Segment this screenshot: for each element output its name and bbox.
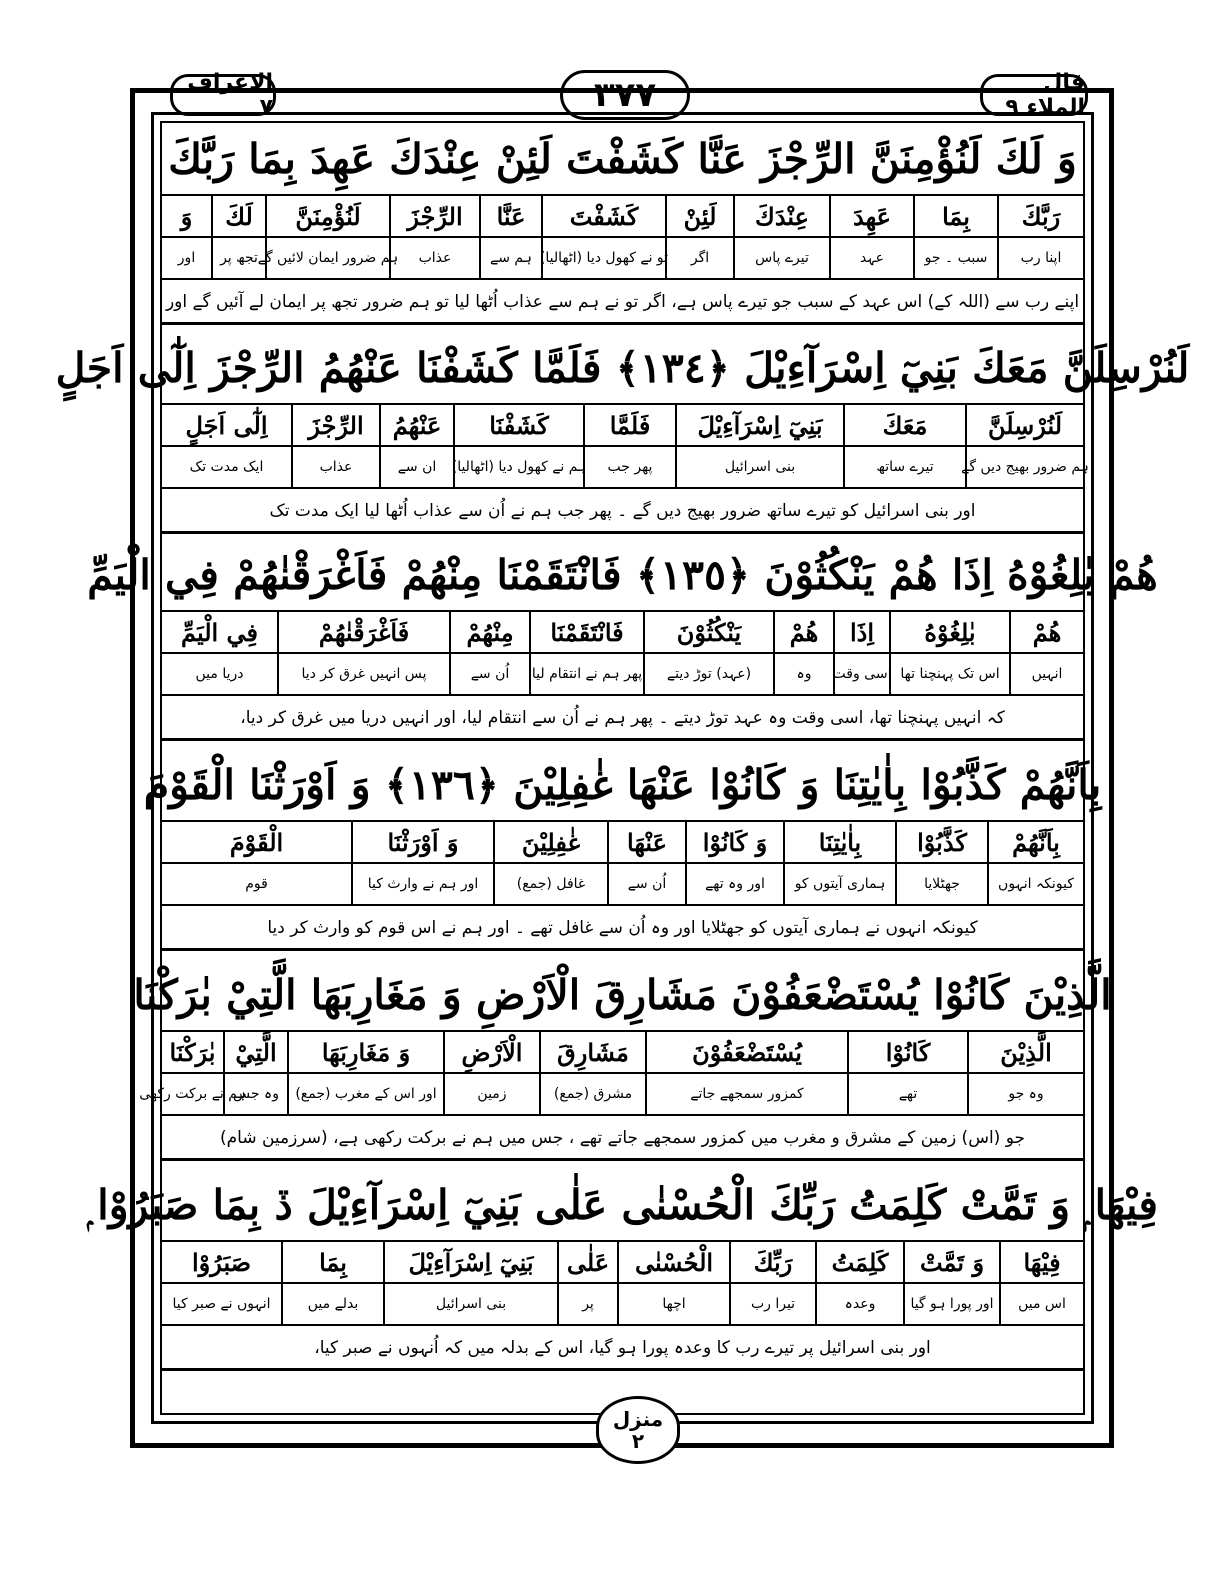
urdu-meaning-cell: دریا میں: [195, 666, 244, 682]
urdu-translation-line: کیونکہ انہوں نے ہماری آیتوں کو جھٹلایا اور وہ اُن سے غافل تھے ۔ اور ہم نے اس قوم کو وارث کر دیا: [162, 906, 1083, 951]
urdu-translation-line: اور بنی اسرائیل کو تیرے ساتھ ضرور بھیج دیں گے ۔ پھر جب ہم نے اُن سے عذاب اُٹھا لیا ایک مدت تک: [162, 489, 1083, 534]
arabic-word-cell: عَلٰى: [557, 1242, 617, 1282]
urdu-meaning-cell: تو نے کھول دیا (اٹھالیا): [541, 238, 665, 278]
arabic-word-cell: بٰلِغُوْهُ: [889, 612, 1009, 652]
urdu-meaning-cell: وہ جو: [967, 1074, 1083, 1114]
arabic-word-cell: فِي الْيَمِّ: [180, 617, 259, 647]
arabic-word-cell: غٰفِلِيْنَ: [493, 822, 607, 862]
arabic-word-cell: لَنُؤْمِنَنَّ: [265, 196, 389, 236]
arabic-word-cell: بِمَا: [913, 196, 997, 236]
arabic-word-cell: عَنْهَا: [607, 822, 685, 862]
arabic-word-cell: كَشَفْتَ: [541, 196, 665, 236]
urdu-meaning-cell: انہوں نے صبر کیا: [172, 1296, 271, 1312]
manzil-label: منزل: [612, 1407, 664, 1431]
arabic-word-cell: وَ: [180, 201, 193, 231]
urdu-meaning-cell: وعدہ: [815, 1284, 903, 1324]
urdu-meaning-cell: عذاب: [389, 238, 479, 278]
urdu-meaning-cell: جھٹلایا: [895, 864, 987, 904]
arabic-verse-line: بِاَنَّهُمْ كَذَّبُوْا بِاٰيٰتِنَا وَ كَانُوْا عَنْهَا غٰفِلِيْنَ ﴿١٣٦﴾ وَ اَوْرَثْنَا الْقَوْمَ: [162, 750, 1083, 822]
urdu-translation-line: کہ انہیں پہنچنا تھا، اسی وقت وہ عہد توڑ دیتے ۔ پھر ہم نے اُن سے انتقام لیا، اور انہیں دریا میں غرق کر دیا،: [162, 696, 1083, 741]
urdu-meaning-cell: بنی اسرائیل: [675, 447, 843, 487]
arabic-word-cell: بٰرَكْنَا: [169, 1037, 216, 1067]
urdu-meaning-cell: غافل (جمع): [493, 864, 607, 904]
urdu-meaning-cell: ہماری آیتوں کو: [783, 864, 895, 904]
word-row: [162, 405, 1083, 447]
meaning-row: [162, 1284, 1083, 1326]
arabic-word-cell: وَ تَمَّتْ: [903, 1242, 999, 1282]
urdu-meaning-cell: عہد: [829, 238, 913, 278]
arabic-word-cell: صَبَرُوْا: [191, 1247, 252, 1277]
urdu-meaning-cell: اچھا: [617, 1284, 729, 1324]
urdu-meaning-cell: (عہد) توڑ دیتے: [643, 654, 773, 694]
juz-name-label: قال الملاء ٩: [980, 74, 1088, 116]
urdu-translation-line: جو (اس) زمین کے مشرق و مغرب میں کمزور سمجھے جاتے تھے ، جس میں ہم نے برکت رکھی ہے، (سرزمین شام): [162, 1116, 1083, 1161]
urdu-meaning-cell: اس تک پہنچنا تھا: [889, 654, 1009, 694]
arabic-word-cell: لَئِنْ: [665, 196, 733, 236]
arabic-word-cell: مَشَارِقَ: [539, 1032, 645, 1072]
arabic-word-cell: هُمْ: [773, 612, 833, 652]
urdu-meaning-cell: پھر جب: [583, 447, 675, 487]
arabic-word-cell: الرِّجْزَ: [291, 405, 379, 445]
arabic-verse-line: فِيْهَا ۭ وَ تَمَّتْ كَلِمَتُ رَبِّكَ الْحُسْنٰى عَلٰى بَنِيٓ اِسْرَآءِيْلَ ڏ بِمَا صَبَرُوْا ۭ: [162, 1170, 1083, 1242]
urdu-meaning-cell: مشرق (جمع): [539, 1074, 645, 1114]
urdu-meaning-cell: بنی اسرائیل: [383, 1284, 557, 1324]
word-row: [162, 1242, 1083, 1284]
meaning-row: [162, 654, 1083, 696]
manzil-medallion: [596, 1396, 680, 1464]
arabic-word-cell: كَذَّبُوْا: [895, 822, 987, 862]
arabic-word-cell: الَّذِيْنَ: [967, 1032, 1083, 1072]
arabic-word-cell: بِاَنَّهُمْ: [987, 822, 1083, 862]
arabic-word-cell: بِمَا: [281, 1242, 383, 1282]
arabic-word-cell: عَنَّا: [479, 196, 541, 236]
arabic-word-cell: بَنِيٓ اِسْرَآءِيْلَ: [383, 1242, 557, 1282]
verse-block: [133, 960, 1112, 1166]
urdu-meaning-cell: اپنا رب: [997, 238, 1083, 278]
arabic-word-cell: اِذَا: [833, 612, 889, 652]
verse-block: [55, 333, 1190, 539]
urdu-meaning-cell: پر: [557, 1284, 617, 1324]
urdu-meaning-cell: اور پورا ہو گیا: [903, 1284, 999, 1324]
urdu-meaning-cell: ہم نے برکت رکھی: [139, 1086, 246, 1102]
verse-block: [87, 540, 1158, 746]
arabic-word-cell: بَنِيٓ اِسْرَآءِيْلَ: [675, 405, 843, 445]
urdu-meaning-cell: اور وہ تھے: [685, 864, 783, 904]
verse-block: [143, 750, 1102, 956]
urdu-meaning-cell: وہ: [773, 654, 833, 694]
urdu-meaning-cell: پھر ہم نے انتقام لیا: [529, 654, 643, 694]
meaning-row: [162, 447, 1089, 489]
urdu-meaning-cell: وہ جس: [223, 1074, 287, 1114]
arabic-word-cell: فَانْتَقَمْنَا: [529, 612, 643, 652]
urdu-meaning-cell: زمین: [443, 1074, 539, 1114]
arabic-word-cell: الرِّجْزَ: [389, 196, 479, 236]
arabic-word-cell: الْحُسْنٰى: [617, 1242, 729, 1282]
arabic-word-cell: كَلِمَتُ: [815, 1242, 903, 1282]
urdu-meaning-cell: ایک مدت تک: [189, 459, 264, 475]
arabic-verse-line: وَ لَكَ لَنُؤْمِنَنَّ الرِّجْزَ عَنَّا كَشَفْتَ لَئِنْ عِنْدَكَ عَهِدَ بِمَا رَبَّكَ: [162, 124, 1083, 196]
surah-name-label: الاعراف ٧: [170, 74, 276, 116]
arabic-word-cell: اِلٰٓى اَجَلٍ: [185, 410, 268, 440]
urdu-meaning-cell: اس میں: [999, 1284, 1083, 1324]
arabic-word-cell: الْاَرْضِ: [443, 1032, 539, 1072]
meaning-row: [162, 864, 1083, 906]
urdu-translation-line: اور بنی اسرائیل پر تیرے رب کا وعدہ پورا ہو گیا، اس کے بدلہ میں کہ اُنہوں نے صبر کیا،: [162, 1326, 1083, 1371]
verse-block: [162, 124, 1083, 330]
arabic-word-cell: بِاٰيٰتِنَا: [783, 822, 895, 862]
urdu-meaning-cell: اور ہم نے وارث کیا: [351, 864, 493, 904]
arabic-word-cell: عَهِدَ: [829, 196, 913, 236]
arabic-word-cell: فَلَمَّا: [583, 405, 675, 445]
word-row: [162, 196, 1083, 238]
arabic-word-cell: كَشَفْنَا: [453, 405, 583, 445]
arabic-word-cell: يُسْتَضْعَفُوْنَ: [645, 1032, 847, 1072]
urdu-translation-line: اپنے رب سے (اللہ کے) اس عہد کے سبب جو تیرے پاس ہے، اگر تو نے ہم سے عذاب اُٹھا لیا تو ہم ضرور تجھ پر ایمان لے آئیں گے اور: [162, 280, 1083, 325]
urdu-meaning-cell: کمزور سمجھے جاتے: [645, 1074, 847, 1114]
urdu-meaning-cell: ان سے: [379, 447, 453, 487]
arabic-word-cell: يَنْكُثُوْنَ: [643, 612, 773, 652]
arabic-word-cell: وَ كَانُوْا: [685, 822, 783, 862]
urdu-meaning-cell: ہم ضرور بھیج دیں گے: [965, 447, 1083, 487]
urdu-meaning-cell: ہم نے کھول دیا (اٹھالیا): [453, 447, 583, 487]
arabic-word-cell: رَبَّكَ: [997, 196, 1083, 236]
arabic-word-cell: فِيْهَا: [999, 1242, 1083, 1282]
arabic-word-cell: كَانُوْا: [847, 1032, 967, 1072]
arabic-word-cell: رَبِّكَ: [729, 1242, 815, 1282]
verse-block: [87, 1170, 1158, 1376]
arabic-word-cell: هُمْ: [1009, 612, 1083, 652]
urdu-meaning-cell: سبب ۔ جو: [913, 238, 997, 278]
arabic-word-cell: وَ اَوْرَثْنَا: [351, 822, 493, 862]
urdu-meaning-cell: اسی وقت: [833, 654, 889, 694]
arabic-word-cell: عِنْدَكَ: [733, 196, 829, 236]
arabic-word-cell: مَعَكَ: [843, 405, 965, 445]
urdu-meaning-cell: ہم سے: [479, 238, 541, 278]
arabic-word-cell: مِنْهُمْ: [449, 612, 529, 652]
arabic-word-cell: لَكَ: [211, 196, 265, 236]
arabic-word-cell: الْقَوْمَ: [229, 827, 284, 857]
urdu-meaning-cell: عذاب: [291, 447, 379, 487]
meaning-row: [139, 1074, 1083, 1116]
urdu-meaning-cell: انہیں: [1009, 654, 1083, 694]
arabic-word-cell: عَنْهُمُ: [379, 405, 453, 445]
arabic-word-cell: الَّتِيْ: [223, 1032, 287, 1072]
arabic-verse-line: هُمْ بٰلِغُوْهُ اِذَا هُمْ يَنْكُثُوْنَ ﴿١٣٥﴾ فَانْتَقَمْنَا مِنْهُمْ فَاَغْرَقْنٰهُمْ فِي الْيَمِّ: [162, 540, 1083, 612]
urdu-meaning-cell: اُن سے: [449, 654, 529, 694]
page-number: ٣٧٧: [560, 70, 690, 120]
arabic-verse-line: لَنُرْسِلَنَّ مَعَكَ بَنِيٓ اِسْرَآءِيْلَ ﴿١٣٤﴾ فَلَمَّا كَشَفْنَا عَنْهُمُ الرِّجْزَ اِلٰٓى اَجَلٍ: [162, 333, 1083, 405]
urdu-meaning-cell: قوم: [245, 876, 268, 892]
urdu-meaning-cell: تیرا رب: [729, 1284, 815, 1324]
urdu-meaning-cell: اگر: [665, 238, 733, 278]
word-row: [162, 1032, 1083, 1074]
urdu-meaning-cell: کیونکہ انہوں: [987, 864, 1083, 904]
urdu-meaning-cell: بدلے میں: [281, 1284, 383, 1324]
word-row: [162, 822, 1083, 864]
arabic-word-cell: فَاَغْرَقْنٰهُمْ: [277, 612, 449, 652]
urdu-meaning-cell: اور اس کے مغرب (جمع): [287, 1074, 443, 1114]
word-row: [162, 612, 1083, 654]
urdu-meaning-cell: ہم ضرور ایمان لائیں گے: [265, 238, 389, 278]
urdu-meaning-cell: اور: [177, 250, 196, 266]
urdu-meaning-cell: اُن سے: [607, 864, 685, 904]
manzil-number: ٢: [631, 1429, 645, 1453]
arabic-word-cell: وَ مَغَارِبَهَا: [287, 1032, 443, 1072]
urdu-meaning-cell: تجھ پر: [211, 238, 265, 278]
urdu-meaning-cell: تیرے ساتھ: [843, 447, 965, 487]
urdu-meaning-cell: تیرے پاس: [733, 238, 829, 278]
arabic-word-cell: لَنُرْسِلَنَّ: [965, 405, 1083, 445]
meaning-row: [162, 238, 1083, 280]
urdu-meaning-cell: پس انہیں غرق کر دیا: [277, 654, 449, 694]
urdu-meaning-cell: تھے: [847, 1074, 967, 1114]
arabic-verse-line: الَّذِيْنَ كَانُوْا يُسْتَضْعَفُوْنَ مَشَارِقَ الْاَرْضِ وَ مَغَارِبَهَا الَّتِيْ بٰرَكْنَا: [162, 960, 1083, 1032]
